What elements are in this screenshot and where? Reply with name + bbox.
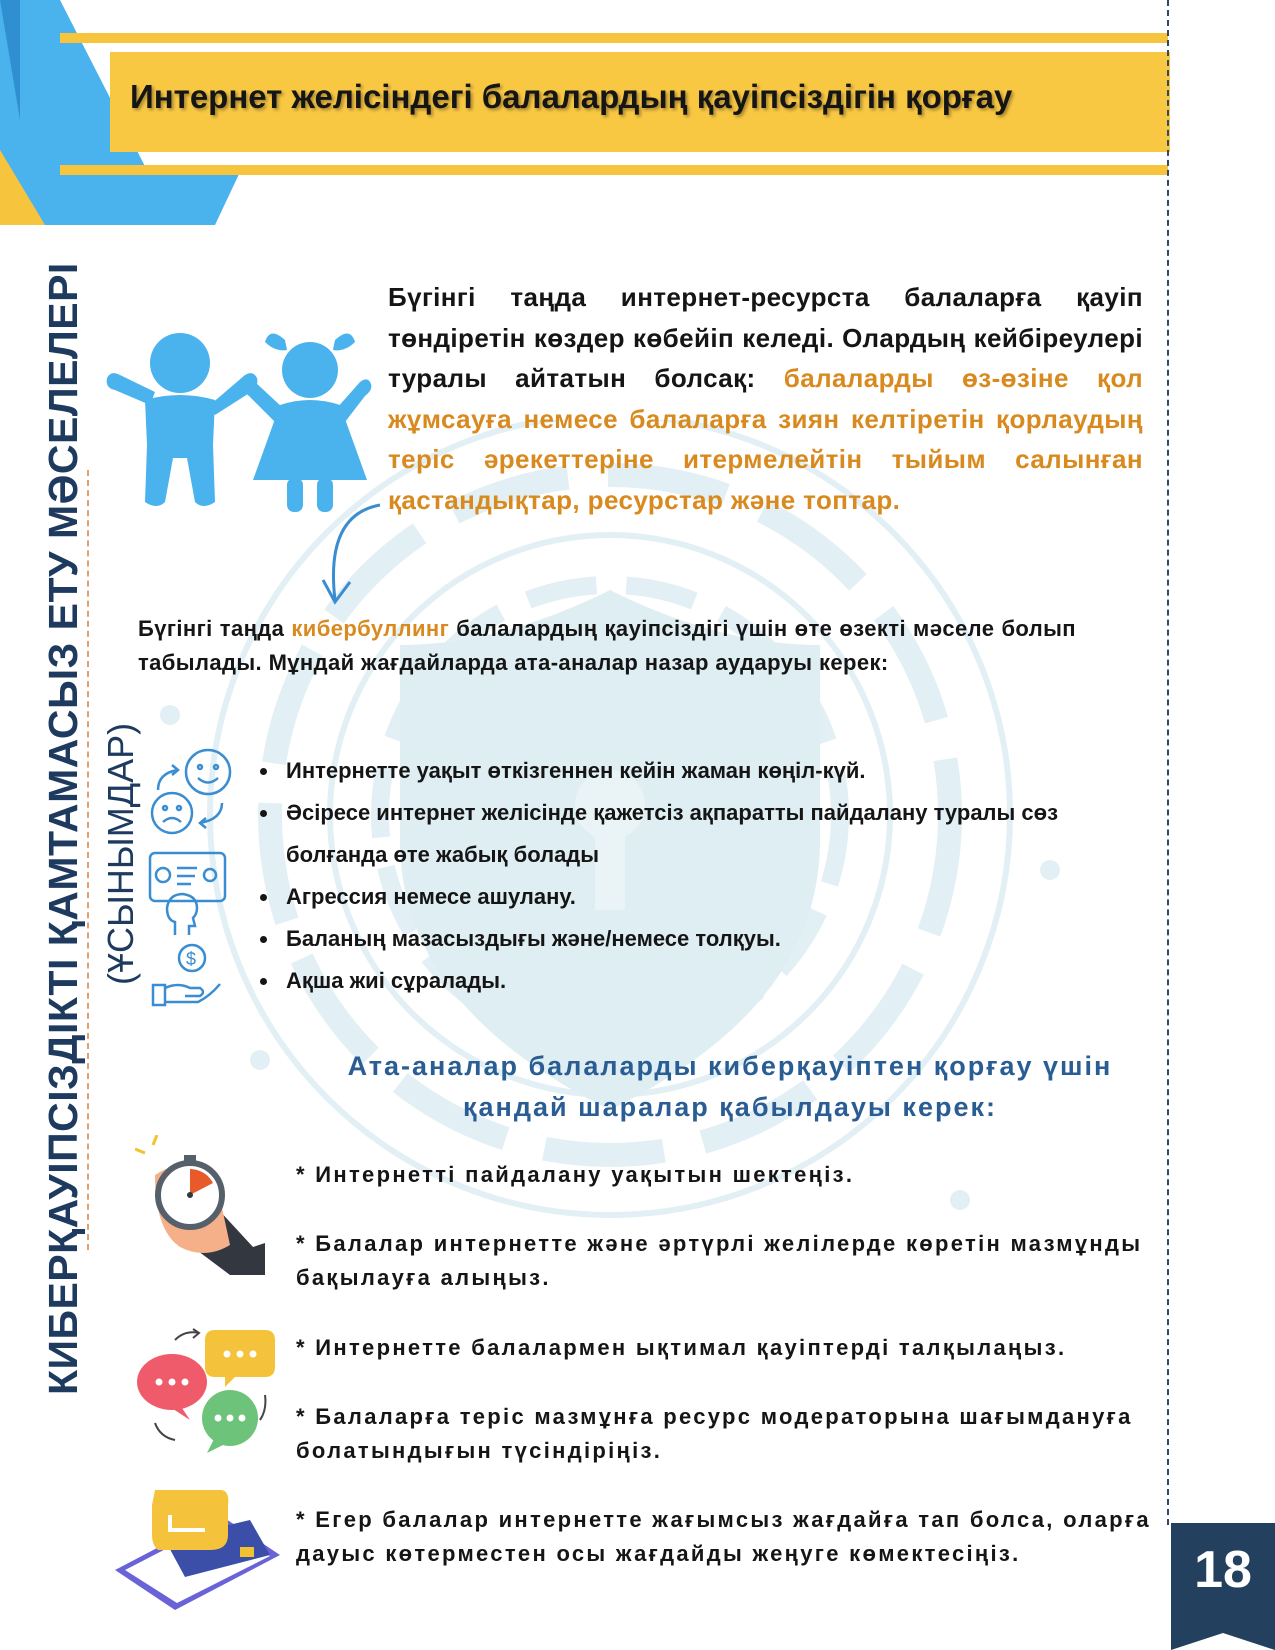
para2-after: балалардың қауіпсіздігі үшін өте өзекті мәселе болып табылады. Мұндай жағдайларда ата-аналар назар аударуы керек: (138, 616, 1076, 675)
side-dashed-line (87, 470, 89, 1250)
intro-paragraph (388, 277, 1143, 520)
page-title: Интернет желісіндегі балалардың қауіпсіздігін қорғау (130, 78, 1013, 115)
stopwatch-icon (135, 1135, 270, 1280)
mood-swing-icon (150, 745, 235, 840)
cyberbullying-paragraph (138, 612, 1076, 680)
list-item: • Ақша жиі сұралады. (280, 960, 1160, 1002)
list-item: • Интернетте уақыт өткізгеннен кейін жаман көңіл-күй. (280, 750, 1160, 792)
chat-bubbles-icon (135, 1325, 275, 1460)
side-title: КИБЕРҚАУІПСІЗДІКТІ ҚАМТАМАСЫЗ ЕТУ МӘСЕЛЕЛЕРІ (40, 262, 86, 1395)
para2-before: Бүгінгі таңда (138, 616, 292, 641)
tip-report-content: * Балаларға теріс мазмұнға ресурс модераторына шағымдануға болатындығын түсіндіріңіз. (296, 1404, 1133, 1463)
cyberbullying-highlight: кибербуллинг (291, 616, 450, 641)
tip-limit-time: * Интернетті пайдалану уақытын шектеңіз. (296, 1162, 855, 1187)
header-stripe-bottom (60, 165, 1168, 175)
tip-discuss-dangers: * Интернетте балалармен ықтимал қауіптерді талқылаңыз. (296, 1335, 1067, 1360)
header-stripe-top (60, 33, 1168, 43)
list-item: • Баланың мазасыздығы және/немесе толқуы. (280, 918, 1160, 960)
right-dashed-divider (1167, 0, 1169, 1525)
signs-list (258, 750, 1160, 1002)
list-item: • Агрессия немесе ашулану. (280, 876, 1160, 918)
measures-heading: Ата-аналар балаларды киберқауіптен қорғау үшін қандай шаралар қабылдауы керек: (347, 1051, 1113, 1122)
tip-monitor-content: * Балалар интернетте және әртүрлі желілерде көретін мазмұнды бақылауға алыңыз. (296, 1231, 1143, 1290)
svg-text:$: $ (186, 949, 197, 969)
page-number: 18 (1194, 1541, 1252, 1599)
phone-card-icon (110, 1485, 290, 1610)
tip-help-children: * Егер балалар интернетте жағымсыз жағдайға тап болса, оларға дауыс көтерместен осы жағдайды жеңуге көмектесіңіз. (296, 1507, 1151, 1566)
list-item: • Әсіресе интернет желісінде қажетсіз ақпаратты пайдалану туралы сөз болғанда өте жабық болады (280, 792, 1160, 876)
closed-person-icon (145, 850, 230, 940)
intro-highlight: балаларды өз-өзіне қол жұмсауға немесе балаларға зиян келтіретін қорлаудың теріс әрекеттеріне итермелейтін тыйым салынған қастандықтар, ресурстар және топтар. (388, 363, 1143, 515)
curved-arrow-icon (305, 500, 385, 610)
children-icon (105, 330, 375, 520)
side-subtitle: (ҰСЫНЫМДАР) (100, 722, 141, 985)
intro-text: Бүгінгі таңда интернет-ресурста балаларға қауіп төндіретін көздер көбейіп келеді. Олардың кейбіреулері туралы айтатын болсақ: (388, 282, 1143, 393)
money-hand-icon (150, 940, 225, 1010)
